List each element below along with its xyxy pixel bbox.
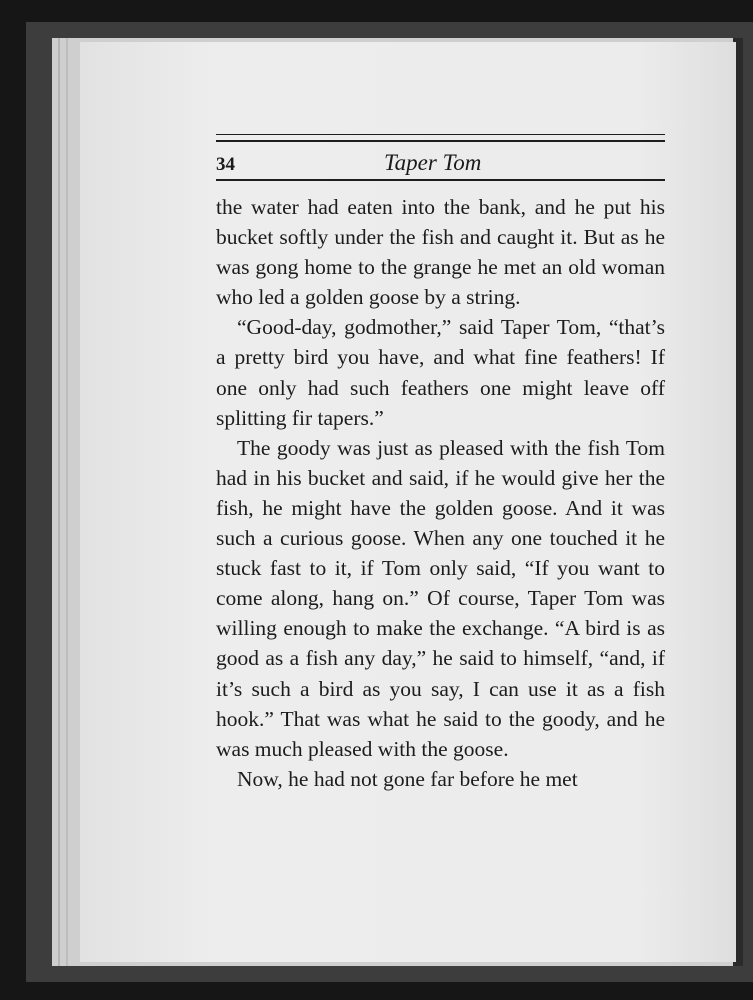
header-rule-bottom — [216, 179, 665, 181]
running-header — [216, 150, 665, 182]
body-text — [216, 192, 665, 794]
page-number: 34 — [216, 154, 235, 175]
paragraph: The goody was just as pleased with the fish Tom had in his bucket and said, if he would give her the fish, he might have the golden goose. And it was such a curious goose. When any one touched it he stuck fast to it, if Tom only said, “If you want to come along, hang on.” Of course, Taper Tom was willing enough to make the exchange. “A bird is as good as a fish any day,” he said to himself, “and, if it’s such a bird as you say, I can use it as a fish hook.” That was what he said to the goody, and he was much pleased with the goose. — [216, 435, 665, 761]
header-rule-top-second — [216, 140, 665, 142]
header-rule-top — [216, 134, 665, 135]
paragraph: Now, he had not gone far before he met — [237, 766, 578, 791]
running-title: Taper Tom — [384, 150, 482, 175]
book-page — [80, 42, 736, 962]
paragraph-continued: the water had eaten into the bank, and he put his bucket softly under the fish and caught it. But as he was gong home to the grange he met an old woman who led a golden goose by a string. — [216, 195, 665, 310]
paragraph: “Good-day, godmother,” said Taper Tom, “that’s a pretty bird you have, and what fine feathers! If one only had such feathers one might leave off splitting fir tapers.” — [216, 315, 665, 430]
